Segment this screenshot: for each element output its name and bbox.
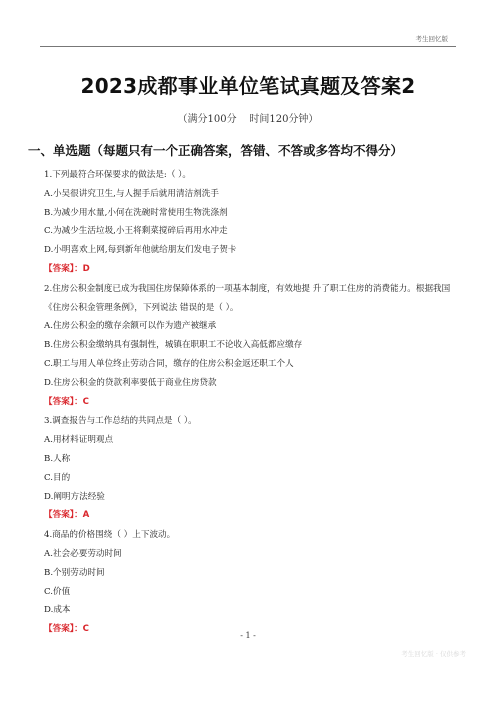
question-block [44,280,462,412]
question-stem: 3.调查报告与工作总结的共同点是（ ）。 [44,416,197,427]
question-stem: 2.住房公积金制度已成为我国住房保障体系的一项基本制度，有效地提 升了职工住房的消费能力。根据我国《住房公积金管理条例》，下列说法 错误的是（ ）。 [44,283,451,313]
question-block [44,412,462,525]
section-title: 一、单选题（每题只有一个正确答案，答错、不答或多答均不得分） [28,143,404,158]
option-c: C.职工与用人单位终止劳动合同，缴存的住房公积金返还职工个人 [44,358,294,369]
option-a: A.用材料证明观点 [44,435,114,446]
answer-label: 【答案】：C [44,624,89,635]
option-c: C.为减少生活垃圾,小王将剩菜搅碎后再用水冲走 [44,226,228,237]
header-divider [40,46,456,47]
watermark: 考生回忆版 · 仅供参考 [401,650,466,658]
question-stem: 4.商品的价格围绕（ ）上下波动。 [44,530,176,541]
answer-label: 【答案】：D [44,263,90,274]
question-stem: 1.下列最符合环保要求的做法是:（ ）。 [44,170,192,180]
page-subtitle: （满分100分 时间120分钟） [177,114,319,125]
header-tag: 考生回忆版 [415,35,448,43]
question-block [44,526,462,639]
option-d: D.成本 [44,605,71,616]
answer-label: 【答案】：C [44,396,89,407]
option-a: A.住房公积金的缴存余额可以作为遗产被继承 [44,321,217,332]
option-d: D.住房公积金的贷款利率要低于商业住房贷款 [44,377,217,388]
option-b: B.为减少用水量,小何在洗碗时常使用生物洗涤剂 [44,207,228,218]
option-d: D.小明喜欢上网,每到新年他就给朋友们发电子贺卡 [44,245,237,256]
option-b: B.住房公积金缴纳具有强制性，城镇在职职工不论收入高低都应缴存 [44,340,303,351]
answer-label: 【答案】：A [44,510,90,521]
page-number: - 1 - [240,631,256,640]
option-c: C.价值 [44,586,71,597]
question-list [44,166,462,639]
option-a: A.小吴很讲究卫生,与人握手后就用清洁剂洗手 [44,188,219,199]
page-title: 2023成都事业单位笔试真题及答案2 [80,74,416,98]
question-block [44,166,462,279]
option-c: C.目的 [44,472,71,483]
option-b: B.人称 [44,453,71,464]
option-d: D.阐明方法经验 [44,491,105,502]
option-b: B.个别劳动时间 [44,567,105,578]
option-a: A.社会必要劳动时间 [44,548,122,559]
